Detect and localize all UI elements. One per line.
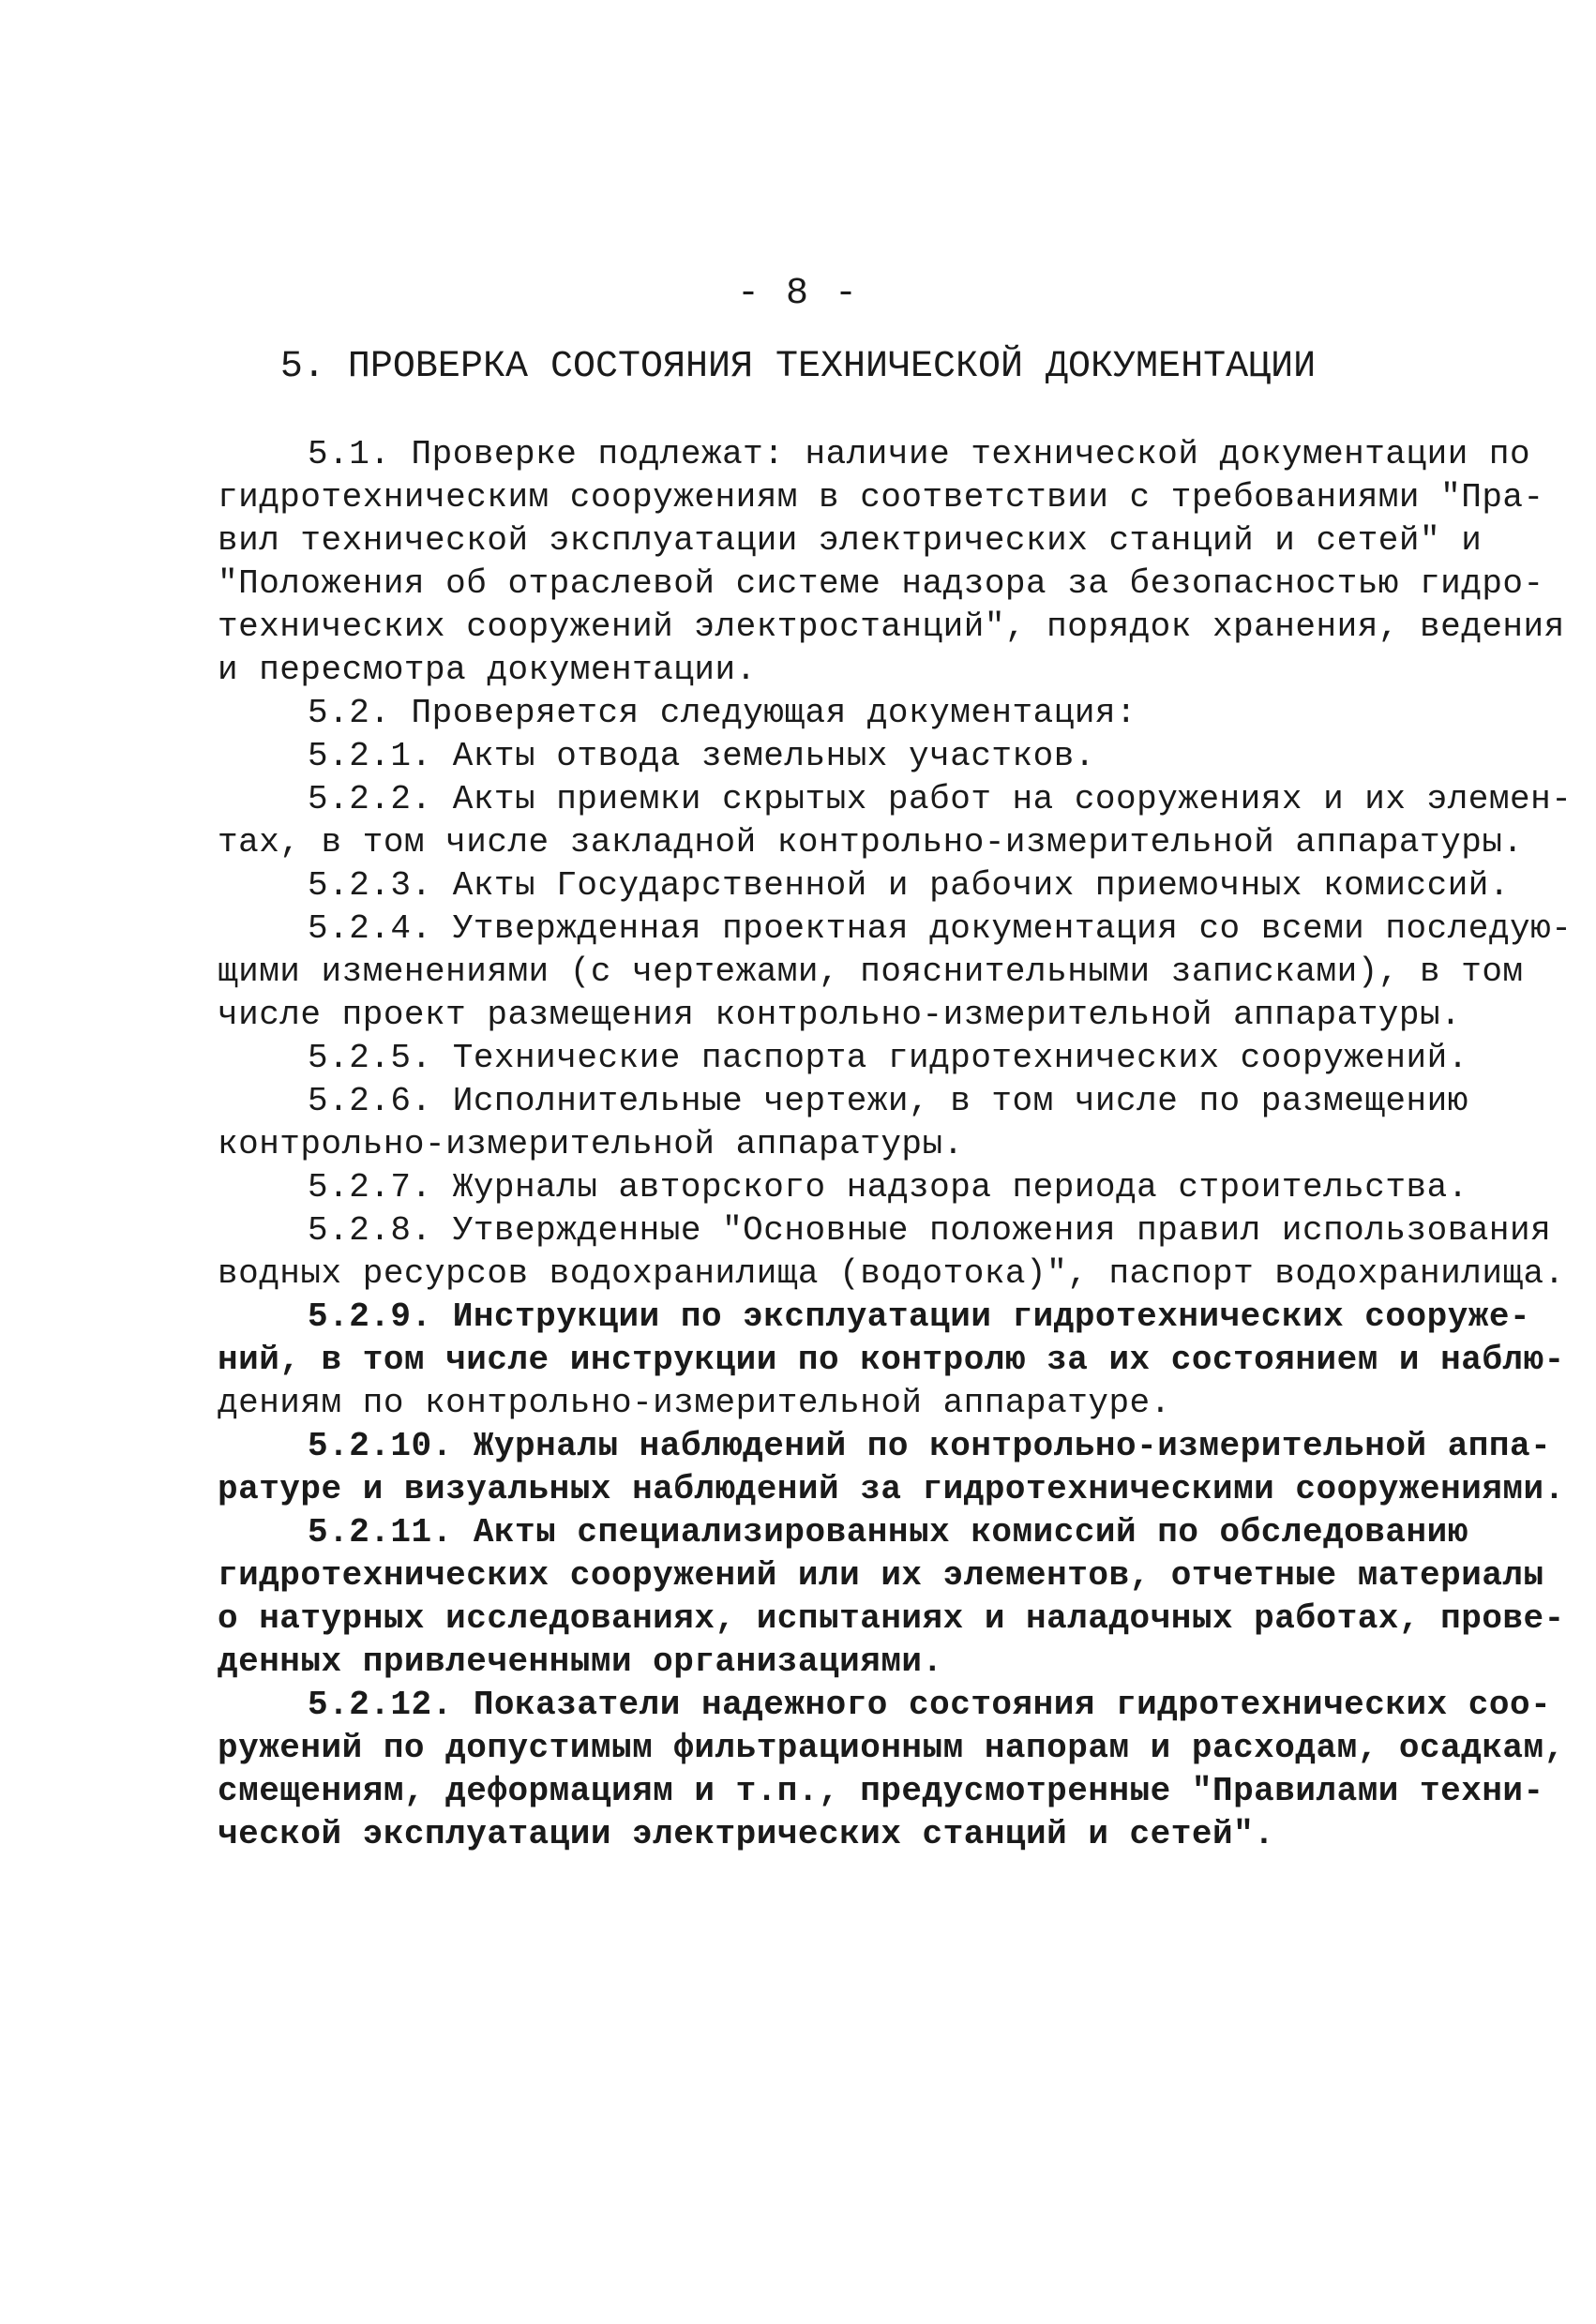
text-line: водных ресурсов водохранилища (водотока)", паспорт водохранилища. [218, 1254, 1565, 1293]
text-line: контрольно-измерительной аппаратуры. [218, 1125, 964, 1163]
text-line: о натурных исследованиях, испытаниях и наладочных работах, прове- [218, 1599, 1565, 1638]
text-line: 5.2.10. Журналы наблюдений по контрольно-измерительной аппа- [308, 1427, 1552, 1465]
text-line: ческой эксплуатации электрических станций и сетей". [218, 1815, 1275, 1853]
text-line: 5.2.11. Акты специализированных комиссий по обследованию [308, 1513, 1468, 1552]
text-line: 5.2.1. Акты отвода земельных участков. [308, 737, 1095, 775]
text-line: 5.2. Проверяется следующая документация: [308, 694, 1137, 732]
text-line: "Положения об отраслевой системе надзора за безопасностью гидро- [218, 564, 1544, 603]
text-line: 5.2.12. Показатели надежного состояния гидротехнических соо- [308, 1686, 1552, 1724]
text-line: и пересмотра документации. [218, 651, 757, 689]
section-title: 5. ПРОВЕРКА СОСТОЯНИЯ ТЕХНИЧЕСКОЙ ДОКУМЕНТАЦИИ [279, 346, 1317, 388]
page-number: - 8 - [736, 273, 860, 315]
text-line: гидротехническим сооружениям в соответствии с требованиями "Пра- [218, 478, 1544, 517]
text-line: 5.2.5. Технические паспорта гидротехнических сооружений. [308, 1039, 1468, 1077]
text-line: 5.2.2. Акты приемки скрытых работ на сооружениях и их элемен- [308, 780, 1573, 818]
text-line: числе проект размещения контрольно-измерительной аппаратуры. [218, 996, 1462, 1034]
text-line: 5.2.9. Инструкции по эксплуатации гидротехнических сооруже- [308, 1297, 1531, 1336]
text-line: ний, в том числе инструкции по контролю за их состоянием и наблю- [218, 1341, 1565, 1379]
text-line: смещениям, деформациям и т.п., предусмотренные "Правилами техни- [218, 1772, 1544, 1810]
text-line: ружений по допустимым фильтрационным напорам и расходам, осадкам, [218, 1729, 1565, 1767]
text-line: денных привлеченными организациями. [218, 1642, 943, 1681]
text-line: 5.2.7. Журналы авторского надзора периода строительства. [308, 1168, 1468, 1207]
text-line: ратуре и визуальных наблюдений за гидротехническими сооружениями. [218, 1470, 1565, 1508]
text-line: вил технической эксплуатации электрических станций и сетей" и [218, 521, 1483, 560]
text-line: 5.2.8. Утвержденные "Основные положения правил использования [308, 1211, 1552, 1250]
text-line: гидротехнических сооружений или их элементов, отчетные материалы [218, 1556, 1544, 1595]
text-line: тах, в том числе закладной контрольно-измерительной аппаратуры. [218, 823, 1524, 862]
text-line: 5.2.3. Акты Государственной и рабочих приемочных комиссий. [308, 866, 1511, 905]
text-line: дениям по контрольно-измерительной аппаратуре. [218, 1384, 1171, 1422]
text-line: 5.2.6. Исполнительные чертежи, в том числе по размещению [308, 1082, 1468, 1120]
text-line: 5.1. Проверке подлежат: наличие технической документации по [308, 435, 1531, 473]
text-line: щими изменениями (с чертежами, пояснительными записками), в том [218, 952, 1524, 991]
text-line: технических сооружений электростанций", порядок хранения, ведения [218, 607, 1565, 646]
text-line: 5.2.4. Утвержденная проектная документация со всеми последую- [308, 909, 1573, 948]
